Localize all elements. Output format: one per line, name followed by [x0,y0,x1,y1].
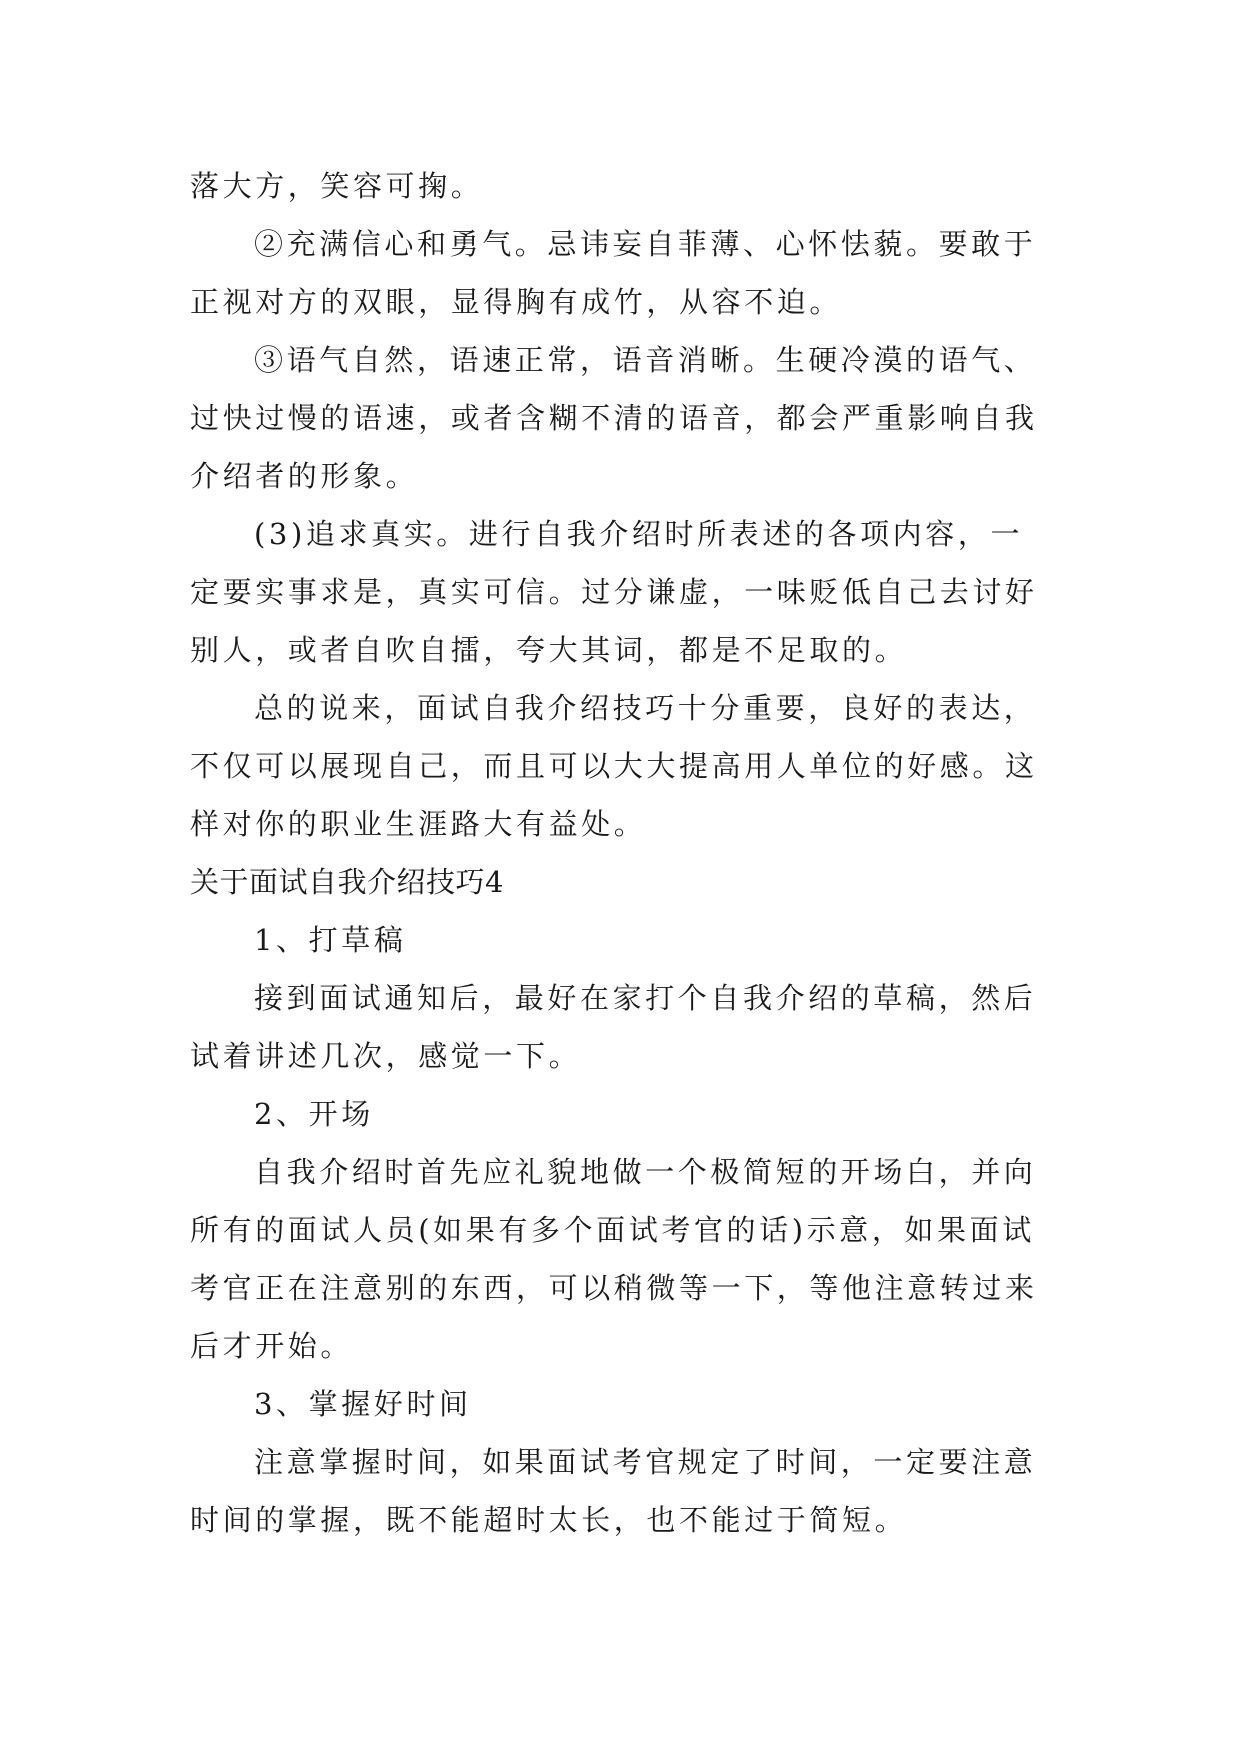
subheading: 2、开场 [254,1097,374,1131]
text-line: ③语气自然，语速正常，语音消晰。生硬冷漠的语气、 [254,343,1037,377]
section-heading: 关于面试自我介绍技巧4 [190,865,504,899]
text-line: 定要实事求是，真实可信。过分谦虚，一味贬低自己去讨好 [190,575,1038,609]
text-line: ②充满信心和勇气。忌讳妄自菲薄、心怀怯藐。要敢于 [254,227,1037,261]
text-line: 正视对方的双眼，显得胸有成竹，从容不迫。 [190,285,843,319]
text-line: 时间的掌握，既不能超时太长，也不能过于简短。 [190,1503,908,1537]
subheading: 1、打草稿 [254,923,407,957]
text-line: 不仅可以展现自己，而且可以大大提高用人单位的好感。这 [190,749,1038,783]
text-line: 后才开始。 [190,1329,354,1363]
text-line: (3)追求真实。进行自我介绍时所表述的各项内容，一 [254,517,1024,551]
text-line: 总的说来，面试自我介绍技巧十分重要，良好的表达， [254,691,1037,725]
text-line: 过快过慢的语速，或者含糊不清的语音，都会严重影响自我 [190,401,1038,435]
text-line: 样对你的职业生涯路大有益处。 [190,807,647,841]
subheading: 3、掌握好时间 [254,1387,472,1421]
text-line: 考官正在注意别的东西，可以稍微等一下，等他注意转过来 [190,1271,1038,1305]
text-line: 所有的面试人员(如果有多个面试考官的话)示意，如果面试 [190,1213,1035,1247]
text-line: 试着讲述几次，感觉一下。 [190,1039,582,1073]
text-line: 别人，或者自吹自擂，夸大其词，都是不足取的。 [190,633,908,667]
text-line: 注意掌握时间，如果面试考官规定了时间，一定要注意 [254,1445,1037,1479]
text-line: 自我介绍时首先应礼貌地做一个极简短的开场白，并向 [254,1155,1037,1189]
text-line: 介绍者的形象。 [190,459,419,493]
text-line: 接到面试通知后，最好在家打个自我介绍的草稿，然后 [254,981,1037,1015]
text-line: 落大方，笑容可掬。 [190,169,484,203]
